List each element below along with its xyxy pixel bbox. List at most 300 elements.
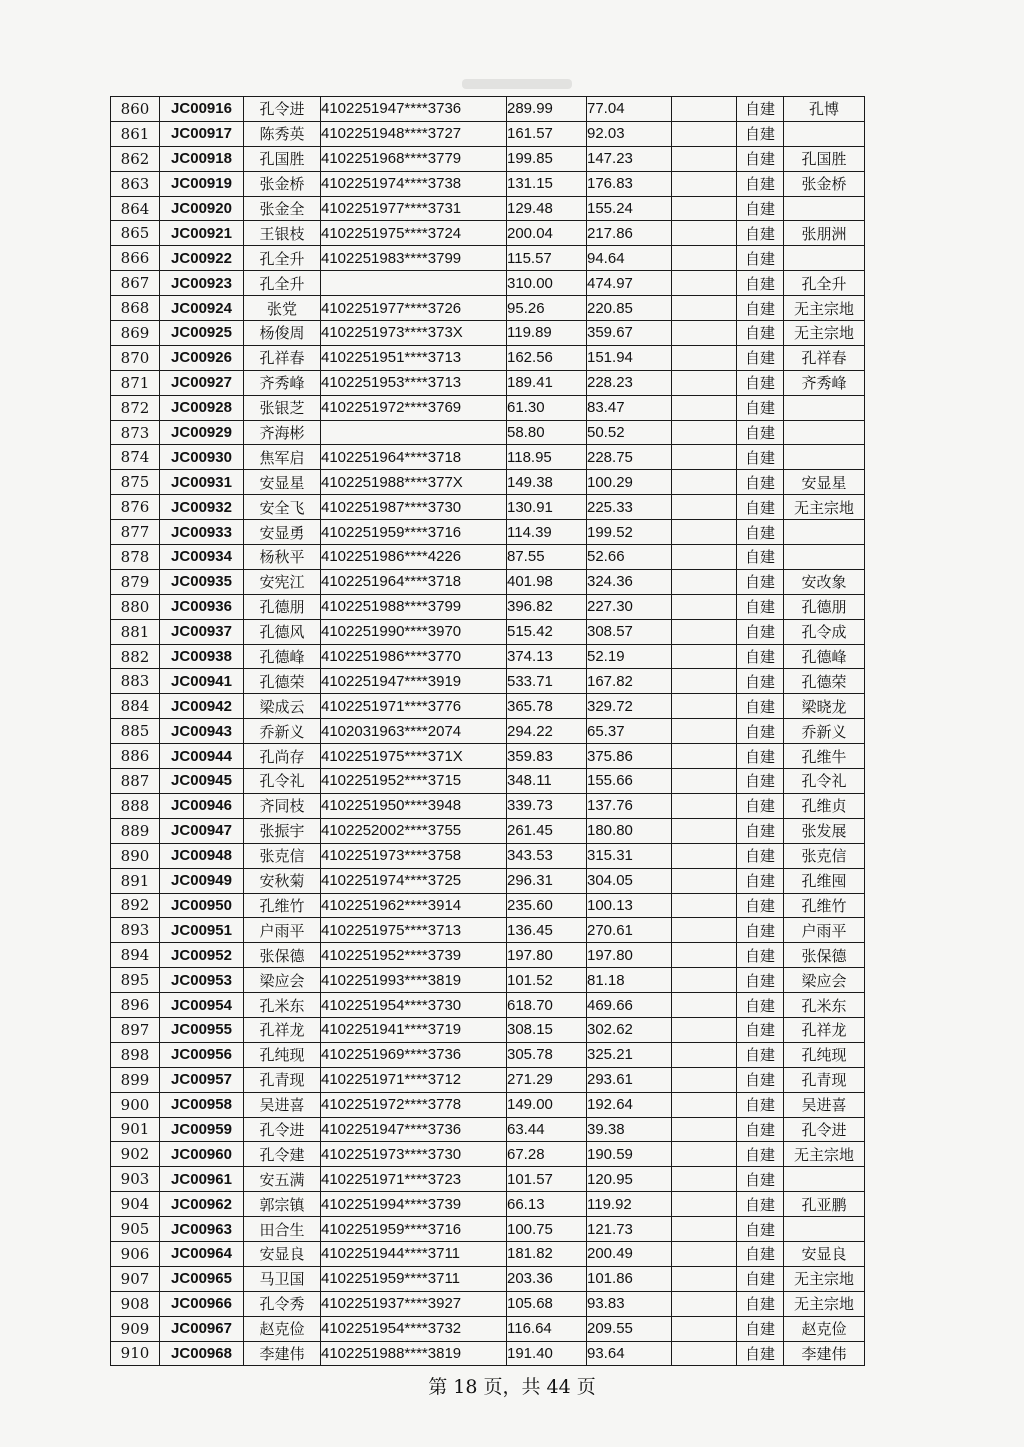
parcel-code: JC00952 xyxy=(160,943,244,968)
holder-name: 张保德 xyxy=(244,943,321,968)
area-a: 58.80 xyxy=(507,420,587,445)
owner-name: 安显良 xyxy=(784,1241,865,1266)
holder-name: 安显星 xyxy=(244,470,321,495)
area-b: 190.59 xyxy=(587,1142,672,1167)
area-a: 374.13 xyxy=(507,644,587,669)
parcel-code: JC00945 xyxy=(160,769,244,794)
row-number: 891 xyxy=(111,868,160,893)
row-number: 872 xyxy=(111,395,160,420)
holder-name: 孔令礼 xyxy=(244,769,321,794)
build-type: 自建 xyxy=(737,345,784,370)
area-b: 304.05 xyxy=(587,868,672,893)
holder-name: 孔国胜 xyxy=(244,146,321,171)
blank-cell xyxy=(672,221,737,246)
id-number: 4102251977****3726 xyxy=(321,296,507,321)
build-type: 自建 xyxy=(737,744,784,769)
holder-name: 孔德荣 xyxy=(244,669,321,694)
row-number: 881 xyxy=(111,619,160,644)
owner-name: 孔令成 xyxy=(784,619,865,644)
holder-name: 杨秋平 xyxy=(244,545,321,570)
blank-cell xyxy=(672,744,737,769)
holder-name: 孔令进 xyxy=(244,1117,321,1142)
parcel-code: JC00934 xyxy=(160,545,244,570)
row-number: 861 xyxy=(111,121,160,146)
build-type: 自建 xyxy=(737,1092,784,1117)
area-b: 329.72 xyxy=(587,694,672,719)
blank-cell xyxy=(672,1217,737,1242)
row-number: 860 xyxy=(111,97,160,122)
build-type: 自建 xyxy=(737,1217,784,1242)
parcel-code: JC00925 xyxy=(160,321,244,346)
id-number: 4102251953****3713 xyxy=(321,370,507,395)
area-b: 65.37 xyxy=(587,719,672,744)
build-type: 自建 xyxy=(737,769,784,794)
parcel-code: JC00955 xyxy=(160,1017,244,1042)
blank-cell xyxy=(672,868,737,893)
build-type: 自建 xyxy=(737,370,784,395)
owner-name xyxy=(784,1167,865,1192)
area-a: 101.52 xyxy=(507,968,587,993)
table-row xyxy=(111,345,865,370)
area-a: 161.57 xyxy=(507,121,587,146)
holder-name: 陈秀英 xyxy=(244,121,321,146)
id-number: 4102251986****4226 xyxy=(321,545,507,570)
row-number: 895 xyxy=(111,968,160,993)
table-row xyxy=(111,993,865,1018)
table-row xyxy=(111,694,865,719)
build-type: 自建 xyxy=(737,1266,784,1291)
blank-cell xyxy=(672,321,737,346)
row-number: 878 xyxy=(111,545,160,570)
build-type: 自建 xyxy=(737,395,784,420)
table-row xyxy=(111,1017,865,1042)
table-row xyxy=(111,818,865,843)
holder-name: 乔新义 xyxy=(244,719,321,744)
blank-cell xyxy=(672,619,737,644)
id-number: 4102251959****3711 xyxy=(321,1266,507,1291)
owner-name: 孔祥龙 xyxy=(784,1017,865,1042)
area-b: 225.33 xyxy=(587,495,672,520)
table-row xyxy=(111,744,865,769)
parcel-code: JC00949 xyxy=(160,868,244,893)
build-type: 自建 xyxy=(737,594,784,619)
holder-name: 马卫国 xyxy=(244,1266,321,1291)
id-number: 4102251977****3731 xyxy=(321,196,507,221)
parcel-code: JC00916 xyxy=(160,97,244,122)
holder-name: 孔尚存 xyxy=(244,744,321,769)
table-row xyxy=(111,196,865,221)
holder-name: 杨俊周 xyxy=(244,321,321,346)
id-number: 4102251975****3713 xyxy=(321,918,507,943)
area-a: 339.73 xyxy=(507,793,587,818)
area-b: 324.36 xyxy=(587,569,672,594)
holder-name: 焦军启 xyxy=(244,445,321,470)
page-footer: 第 18 页，共 44 页 xyxy=(428,1376,596,1398)
blank-cell xyxy=(672,1291,737,1316)
table-row xyxy=(111,1042,865,1067)
parcel-code: JC00944 xyxy=(160,744,244,769)
build-type: 自建 xyxy=(737,1117,784,1142)
owner-name xyxy=(784,246,865,271)
area-a: 105.68 xyxy=(507,1291,587,1316)
holder-name: 梁成云 xyxy=(244,694,321,719)
blank-cell xyxy=(672,1341,737,1366)
build-type: 自建 xyxy=(737,520,784,545)
id-number: 4102251975****3724 xyxy=(321,221,507,246)
area-b: 121.73 xyxy=(587,1217,672,1242)
row-number: 863 xyxy=(111,171,160,196)
holder-name: 户雨平 xyxy=(244,918,321,943)
area-a: 63.44 xyxy=(507,1117,587,1142)
table-row xyxy=(111,321,865,346)
owner-name: 孔全升 xyxy=(784,271,865,296)
area-b: 155.24 xyxy=(587,196,672,221)
area-a: 294.22 xyxy=(507,719,587,744)
blank-cell xyxy=(672,644,737,669)
area-a: 296.31 xyxy=(507,868,587,893)
build-type: 自建 xyxy=(737,1341,784,1366)
area-b: 176.83 xyxy=(587,171,672,196)
area-b: 167.82 xyxy=(587,669,672,694)
parcel-code: JC00933 xyxy=(160,520,244,545)
area-b: 293.61 xyxy=(587,1067,672,1092)
area-a: 343.53 xyxy=(507,843,587,868)
owner-name: 户雨平 xyxy=(784,918,865,943)
area-b: 199.52 xyxy=(587,520,672,545)
build-type: 自建 xyxy=(737,818,784,843)
blank-cell xyxy=(672,246,737,271)
holder-name: 齐海彬 xyxy=(244,420,321,445)
row-number: 873 xyxy=(111,420,160,445)
parcel-code: JC00943 xyxy=(160,719,244,744)
table-row xyxy=(111,1341,865,1366)
row-number: 905 xyxy=(111,1217,160,1242)
row-number: 896 xyxy=(111,993,160,1018)
id-number: 4102251971****3776 xyxy=(321,694,507,719)
owner-name xyxy=(784,545,865,570)
blank-cell xyxy=(672,793,737,818)
owner-name: 张发展 xyxy=(784,818,865,843)
blank-cell xyxy=(672,420,737,445)
row-number: 886 xyxy=(111,744,160,769)
parcel-code: JC00936 xyxy=(160,594,244,619)
owner-name: 无主宗地 xyxy=(784,296,865,321)
build-type: 自建 xyxy=(737,246,784,271)
id-number: 4102251993****3819 xyxy=(321,968,507,993)
area-a: 235.60 xyxy=(507,893,587,918)
blank-cell xyxy=(672,993,737,1018)
area-a: 114.39 xyxy=(507,520,587,545)
owner-name: 张金桥 xyxy=(784,171,865,196)
table-row xyxy=(111,644,865,669)
blank-cell xyxy=(672,1042,737,1067)
area-b: 100.29 xyxy=(587,470,672,495)
area-a: 189.41 xyxy=(507,370,587,395)
owner-name: 孔亚鹏 xyxy=(784,1192,865,1217)
parcel-code: JC00963 xyxy=(160,1217,244,1242)
parcel-code: JC00967 xyxy=(160,1316,244,1341)
build-type: 自建 xyxy=(737,420,784,445)
table-row xyxy=(111,146,865,171)
area-b: 228.23 xyxy=(587,370,672,395)
build-type: 自建 xyxy=(737,1192,784,1217)
holder-name: 吴进喜 xyxy=(244,1092,321,1117)
table-row xyxy=(111,1192,865,1217)
blank-cell xyxy=(672,769,737,794)
owner-name: 梁晓龙 xyxy=(784,694,865,719)
owner-name xyxy=(784,1217,865,1242)
area-a: 95.26 xyxy=(507,296,587,321)
owner-name: 孔维囤 xyxy=(784,868,865,893)
blank-cell xyxy=(672,1266,737,1291)
id-number: 4102251944****3711 xyxy=(321,1241,507,1266)
blank-cell xyxy=(672,520,737,545)
area-a: 191.40 xyxy=(507,1341,587,1366)
table-row xyxy=(111,594,865,619)
area-b: 119.92 xyxy=(587,1192,672,1217)
holder-name: 齐同枝 xyxy=(244,793,321,818)
build-type: 自建 xyxy=(737,1017,784,1042)
blank-cell xyxy=(672,893,737,918)
area-a: 396.82 xyxy=(507,594,587,619)
parcel-code: JC00917 xyxy=(160,121,244,146)
table-row xyxy=(111,296,865,321)
area-a: 130.91 xyxy=(507,495,587,520)
parcel-code: JC00964 xyxy=(160,1241,244,1266)
build-type: 自建 xyxy=(737,97,784,122)
build-type: 自建 xyxy=(737,868,784,893)
area-b: 315.31 xyxy=(587,843,672,868)
holder-name: 孔德峰 xyxy=(244,644,321,669)
build-type: 自建 xyxy=(737,1316,784,1341)
table-row xyxy=(111,545,865,570)
id-number xyxy=(321,420,507,445)
build-type: 自建 xyxy=(737,644,784,669)
id-number: 4102251987****3730 xyxy=(321,495,507,520)
row-number: 899 xyxy=(111,1067,160,1092)
id-number: 4102251947****3736 xyxy=(321,1117,507,1142)
blank-cell xyxy=(672,943,737,968)
owner-name: 无主宗地 xyxy=(784,1266,865,1291)
row-number: 908 xyxy=(111,1291,160,1316)
parcel-code: JC00923 xyxy=(160,271,244,296)
owner-name: 张朋洲 xyxy=(784,221,865,246)
id-number: 4102251971****3712 xyxy=(321,1067,507,1092)
row-number: 883 xyxy=(111,669,160,694)
row-number: 907 xyxy=(111,1266,160,1291)
row-number: 887 xyxy=(111,769,160,794)
id-number: 4102251964****3718 xyxy=(321,569,507,594)
holder-name: 孔纯现 xyxy=(244,1042,321,1067)
parcel-code: JC00956 xyxy=(160,1042,244,1067)
parcel-code: JC00919 xyxy=(160,171,244,196)
area-a: 199.85 xyxy=(507,146,587,171)
holder-name: 孔德朋 xyxy=(244,594,321,619)
holder-name: 孔令进 xyxy=(244,97,321,122)
table-row xyxy=(111,943,865,968)
row-number: 894 xyxy=(111,943,160,968)
blank-cell xyxy=(672,719,737,744)
parcel-code: JC00957 xyxy=(160,1067,244,1092)
id-number: 4102251988****377X xyxy=(321,470,507,495)
area-a: 289.99 xyxy=(507,97,587,122)
owner-name: 孔维牛 xyxy=(784,744,865,769)
parcel-code: JC00928 xyxy=(160,395,244,420)
holder-name: 张克信 xyxy=(244,843,321,868)
holder-name: 安显勇 xyxy=(244,520,321,545)
area-a: 308.15 xyxy=(507,1017,587,1042)
blank-cell xyxy=(672,370,737,395)
parcel-code: JC00950 xyxy=(160,893,244,918)
parcel-code: JC00938 xyxy=(160,644,244,669)
area-a: 261.45 xyxy=(507,818,587,843)
owner-name: 孔青现 xyxy=(784,1067,865,1092)
area-b: 180.80 xyxy=(587,818,672,843)
build-type: 自建 xyxy=(737,221,784,246)
id-number: 4102251951****3713 xyxy=(321,345,507,370)
parcel-code: JC00920 xyxy=(160,196,244,221)
owner-name: 乔新义 xyxy=(784,719,865,744)
area-a: 136.45 xyxy=(507,918,587,943)
owner-name: 孔祥春 xyxy=(784,345,865,370)
id-number: 4102251972****3778 xyxy=(321,1092,507,1117)
area-b: 137.76 xyxy=(587,793,672,818)
table-row xyxy=(111,1291,865,1316)
table-row xyxy=(111,221,865,246)
id-number: 4102251975****371X xyxy=(321,744,507,769)
row-number: 900 xyxy=(111,1092,160,1117)
parcel-code: JC00922 xyxy=(160,246,244,271)
owner-name xyxy=(784,395,865,420)
holder-name: 安全飞 xyxy=(244,495,321,520)
area-b: 325.21 xyxy=(587,1042,672,1067)
area-b: 39.38 xyxy=(587,1117,672,1142)
table-row xyxy=(111,1266,865,1291)
table-row xyxy=(111,1092,865,1117)
parcel-code: JC00954 xyxy=(160,993,244,1018)
holder-name: 郭宗镇 xyxy=(244,1192,321,1217)
blank-cell xyxy=(672,545,737,570)
owner-name: 梁应会 xyxy=(784,968,865,993)
parcel-code: JC00924 xyxy=(160,296,244,321)
owner-name: 无主宗地 xyxy=(784,495,865,520)
parcel-code: JC00947 xyxy=(160,818,244,843)
blank-cell xyxy=(672,296,737,321)
holder-name: 梁应会 xyxy=(244,968,321,993)
blank-cell xyxy=(672,1316,737,1341)
row-number: 868 xyxy=(111,296,160,321)
area-b: 77.04 xyxy=(587,97,672,122)
area-b: 101.86 xyxy=(587,1266,672,1291)
build-type: 自建 xyxy=(737,943,784,968)
row-number: 910 xyxy=(111,1341,160,1366)
id-number: 4102251937****3927 xyxy=(321,1291,507,1316)
row-number: 892 xyxy=(111,893,160,918)
holder-name: 李建伟 xyxy=(244,1341,321,1366)
build-type: 自建 xyxy=(737,171,784,196)
area-a: 181.82 xyxy=(507,1241,587,1266)
table-row xyxy=(111,1217,865,1242)
build-type: 自建 xyxy=(737,993,784,1018)
holder-name: 张振宇 xyxy=(244,818,321,843)
row-number: 901 xyxy=(111,1117,160,1142)
area-b: 220.85 xyxy=(587,296,672,321)
owner-name: 孔维贞 xyxy=(784,793,865,818)
table-row xyxy=(111,918,865,943)
owner-name: 孔德峰 xyxy=(784,644,865,669)
id-number: 4102251988****3799 xyxy=(321,594,507,619)
land-registry-table xyxy=(110,96,865,1366)
area-a: 310.00 xyxy=(507,271,587,296)
table-row xyxy=(111,669,865,694)
row-number: 867 xyxy=(111,271,160,296)
holder-name: 安显良 xyxy=(244,1241,321,1266)
area-b: 375.86 xyxy=(587,744,672,769)
build-type: 自建 xyxy=(737,968,784,993)
owner-name: 孔维竹 xyxy=(784,893,865,918)
owner-name: 孔纯现 xyxy=(784,1042,865,1067)
holder-name: 孔令建 xyxy=(244,1142,321,1167)
id-number: 4102252002****3755 xyxy=(321,818,507,843)
holder-name: 田合生 xyxy=(244,1217,321,1242)
build-type: 自建 xyxy=(737,669,784,694)
blank-cell xyxy=(672,146,737,171)
row-number: 866 xyxy=(111,246,160,271)
area-b: 270.61 xyxy=(587,918,672,943)
table-row xyxy=(111,1067,865,1092)
parcel-code: JC00930 xyxy=(160,445,244,470)
area-a: 515.42 xyxy=(507,619,587,644)
id-number: 4102251952****3739 xyxy=(321,943,507,968)
id-number: 4102031963****2074 xyxy=(321,719,507,744)
id-number: 4102251990****3970 xyxy=(321,619,507,644)
blank-cell xyxy=(672,818,737,843)
row-number: 903 xyxy=(111,1167,160,1192)
area-b: 227.30 xyxy=(587,594,672,619)
table-row xyxy=(111,271,865,296)
id-number: 4102251969****3736 xyxy=(321,1042,507,1067)
holder-name: 张金桥 xyxy=(244,171,321,196)
id-number: 4102251974****3738 xyxy=(321,171,507,196)
blank-cell xyxy=(672,121,737,146)
holder-name: 安五满 xyxy=(244,1167,321,1192)
row-number: 909 xyxy=(111,1316,160,1341)
holder-name: 孔青现 xyxy=(244,1067,321,1092)
table-row xyxy=(111,769,865,794)
id-number: 4102251959****3716 xyxy=(321,520,507,545)
blank-cell xyxy=(672,1017,737,1042)
area-a: 359.83 xyxy=(507,744,587,769)
parcel-code: JC00960 xyxy=(160,1142,244,1167)
row-number: 875 xyxy=(111,470,160,495)
blank-cell xyxy=(672,445,737,470)
area-a: 101.57 xyxy=(507,1167,587,1192)
build-type: 自建 xyxy=(737,719,784,744)
row-number: 904 xyxy=(111,1192,160,1217)
blank-cell xyxy=(672,470,737,495)
parcel-code: JC00927 xyxy=(160,370,244,395)
build-type: 自建 xyxy=(737,1241,784,1266)
build-type: 自建 xyxy=(737,1067,784,1092)
build-type: 自建 xyxy=(737,893,784,918)
holder-name: 孔米东 xyxy=(244,993,321,1018)
holder-name: 张金全 xyxy=(244,196,321,221)
parcel-code: JC00932 xyxy=(160,495,244,520)
id-number: 4102251973****373X xyxy=(321,321,507,346)
area-a: 119.89 xyxy=(507,321,587,346)
blank-cell xyxy=(672,495,737,520)
area-b: 147.23 xyxy=(587,146,672,171)
